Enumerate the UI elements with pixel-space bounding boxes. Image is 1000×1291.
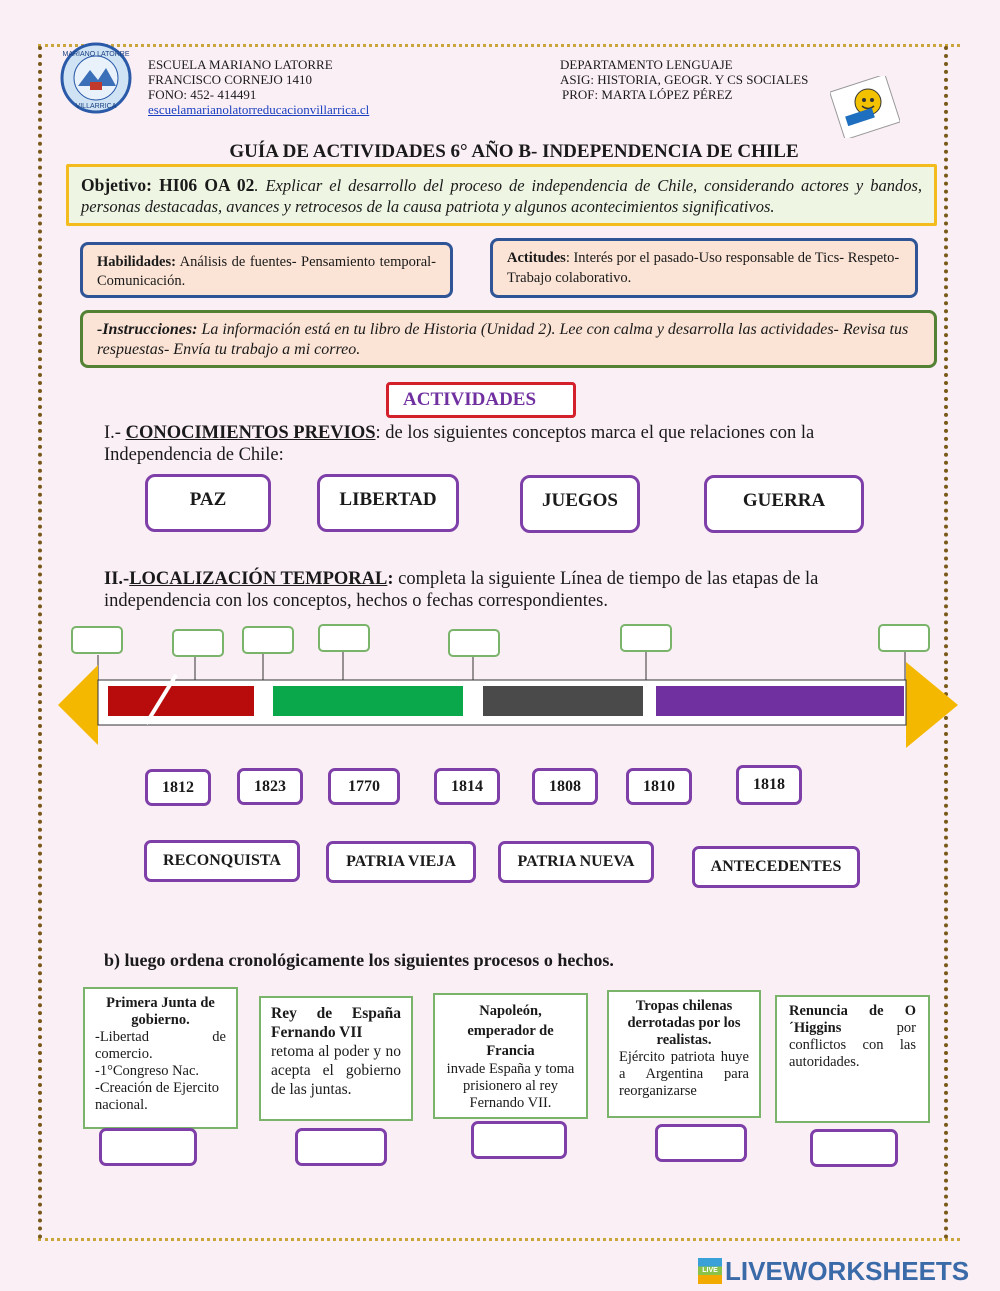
- year-option[interactable]: 1770: [328, 768, 400, 805]
- subject: ASIG: HISTORIA, GEOGR. Y CS SOCIALES: [560, 72, 809, 87]
- attitudes-box: [490, 238, 918, 298]
- timeline-segment-gray: [483, 686, 643, 716]
- liveworksheets-logo[interactable]: [698, 1256, 969, 1286]
- department: DEPARTAMENTO LENGUAJE: [560, 57, 733, 72]
- order-answer-2[interactable]: [295, 1128, 387, 1166]
- page-border-left: [38, 46, 56, 1240]
- skills-label: Habilidades:: [97, 254, 176, 270]
- stage-reconquista[interactable]: RECONQUISTA: [144, 840, 300, 882]
- timeline-slot-5[interactable]: [448, 629, 500, 657]
- section3-heading: b) luego ordena cronológicamente los siguientes procesos o hechos.: [104, 950, 614, 970]
- school-address: FRANCISCO CORNEJO 1410: [148, 72, 312, 87]
- timeline-segment-green: [273, 686, 463, 716]
- instructions-box: [80, 310, 937, 368]
- page-border-bottom: [38, 1238, 960, 1253]
- event-card-title: Rey de España Fernando VII: [271, 1005, 401, 1041]
- school-name: ESCUELA MARIANO LATORRE: [148, 57, 333, 72]
- order-answer-1[interactable]: [99, 1128, 197, 1166]
- concept-juegos[interactable]: JUEGOS: [520, 475, 640, 533]
- year-option[interactable]: 1823: [237, 768, 303, 805]
- section1-heading: CONOCIMIENTOS PREVIOS: [125, 423, 376, 443]
- skills-box: [80, 242, 453, 298]
- order-answer-3[interactable]: [471, 1121, 567, 1159]
- concept-guerra[interactable]: GUERRA: [704, 475, 864, 533]
- event-card-line: -Creación de Ejercito nacional.: [95, 1080, 219, 1113]
- section2-text: completa la siguiente Línea de tiempo de las etapas de la independencia con los conceptos, hechos o fechas correspondientes.: [104, 569, 819, 611]
- concept-paz[interactable]: PAZ: [145, 474, 271, 532]
- attitudes-label: Actitudes: [507, 250, 566, 266]
- timeline-right-arrow: [906, 662, 958, 748]
- stage-patria-nueva[interactable]: PATRIA NUEVA: [498, 841, 654, 883]
- department-logo: [830, 76, 900, 138]
- event-card-line: por conflictos con las autoridades.: [789, 1020, 916, 1070]
- section2-prefix: II.-: [104, 569, 130, 589]
- section2-instructions: [104, 568, 894, 612]
- skills-text: Análisis de fuentes- Pensamiento temporal-Comunicación.: [97, 254, 436, 289]
- event-card-title: Renuncia de O´Higgins: [789, 1003, 916, 1036]
- section1-prefix: I.-: [104, 423, 126, 443]
- year-option[interactable]: 1810: [626, 768, 692, 805]
- header-left: [148, 57, 369, 117]
- concept-libertad[interactable]: LIBERTAD: [317, 474, 459, 532]
- activities-label-box: [386, 382, 576, 418]
- event-card-line: Ejército patriota huye a Argentina para reorganizarse: [619, 1049, 749, 1099]
- section2-heading: LOCALIZACIÓN TEMPORAL: [129, 569, 388, 589]
- school-phone: FONO: 452- 414491: [148, 87, 257, 102]
- event-card: [433, 993, 588, 1119]
- section2-colon: :: [387, 569, 394, 589]
- instructions-text: La información está en tu libro de Historia (Unidad 2). Lee con calma y desarrolla las actividades- Revisa tus respuestas- Envía tu trabajo a mi correo.: [97, 321, 909, 358]
- objective-label: Objetivo: HI06 OA 02: [81, 175, 255, 195]
- activities-label: ACTIVIDADES: [403, 389, 537, 410]
- timeline-slot-3[interactable]: [242, 626, 294, 654]
- timeline-left-arrow: [58, 665, 98, 745]
- event-card-title: Tropas chilenas derrotadas por los realistas.: [627, 998, 741, 1048]
- order-answer-4[interactable]: [655, 1124, 747, 1162]
- order-answer-5[interactable]: [810, 1129, 898, 1167]
- timeline-segment-red: [108, 686, 254, 716]
- event-card-line: -Libertad de comercio.: [95, 1029, 226, 1062]
- year-option[interactable]: 1808: [532, 768, 598, 805]
- timeline-slot-2[interactable]: [172, 629, 224, 657]
- instructions-label: -Instrucciones:: [97, 321, 198, 338]
- year-option[interactable]: 1818: [736, 765, 802, 805]
- event-card: [775, 995, 930, 1123]
- school-logo: [60, 42, 132, 114]
- stage-patria-vieja[interactable]: PATRIA VIEJA: [326, 841, 476, 883]
- section1-instructions: [104, 422, 894, 466]
- page-title: GUÍA DE ACTIVIDADES 6° AÑO B- INDEPENDENCIA DE CHILE: [229, 141, 799, 162]
- timeline-slot-6[interactable]: [620, 624, 672, 652]
- logo-top-text: MARIANO LATORRE: [62, 51, 130, 58]
- section1-text: : de los siguientes conceptos marca el que relaciones con la Independencia de Chile:: [104, 423, 815, 465]
- event-card: [83, 987, 238, 1129]
- timeline-segment-purple: [656, 686, 904, 716]
- event-card-line: invade España y toma prisionero al rey Fernando VII.: [446, 1061, 575, 1111]
- timeline-slot-7[interactable]: [878, 624, 930, 652]
- objective-box: [66, 164, 937, 226]
- timeline-slot-4[interactable]: [318, 624, 370, 652]
- school-email-link[interactable]: escuelamarianolatorreducacionvillarrica.cl: [148, 102, 370, 117]
- year-option[interactable]: 1812: [145, 769, 211, 806]
- attitudes-text: : Interés por el pasado-Uso responsable de Tics- Respeto- Trabajo colaborativo.: [507, 250, 900, 286]
- year-option[interactable]: 1814: [434, 768, 500, 805]
- brand-badge: LIVE: [698, 1258, 722, 1284]
- event-card-title: Primera Junta de gobierno.: [106, 995, 215, 1028]
- teacher: PROF: MARTA LÓPEZ PÉREZ: [562, 87, 733, 102]
- timeline-slot-1[interactable]: [71, 626, 123, 654]
- header-right: [560, 57, 808, 102]
- event-card: [607, 990, 761, 1118]
- brand-name: LIVEWORKSHEETS: [725, 1255, 970, 1286]
- stage-antecedentes[interactable]: ANTECEDENTES: [692, 846, 860, 888]
- objective-text: . Explicar el desarrollo del proceso de independencia de Chile, considerando actores y bandos, personas destacadas, avances y retrocesos de la causa patriota y algunos acontecimientos significativos.: [81, 176, 922, 216]
- logo-bottom-text: VILLARRICA: [75, 103, 117, 110]
- event-card: [259, 996, 413, 1121]
- event-card-line: -1°Congreso Nac.: [95, 1063, 200, 1079]
- event-card-title: Napoleón, emperador de Francia: [467, 1003, 554, 1059]
- event-card-line: retoma al poder y no acepta el gobierno de las juntas.: [271, 1043, 401, 1098]
